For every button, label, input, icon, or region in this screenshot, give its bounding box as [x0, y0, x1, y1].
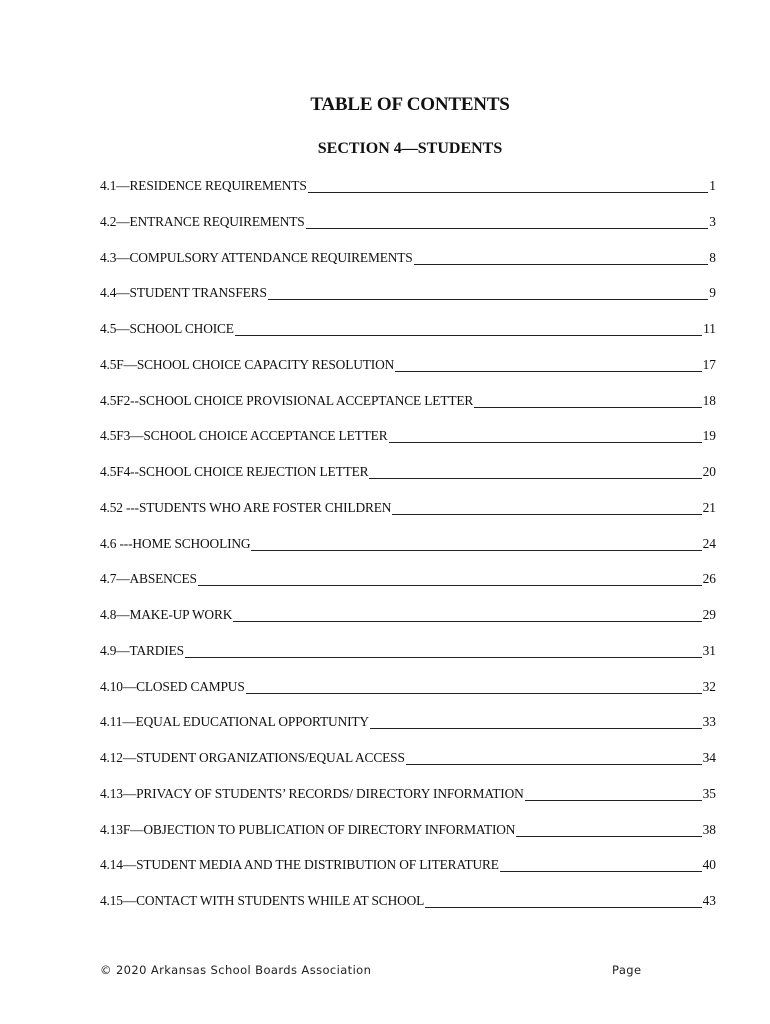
toc-entry[interactable] [100, 426, 716, 462]
toc-leader-line [500, 855, 702, 872]
toc-entry-title: 4.5—SCHOOL CHOICE [100, 321, 234, 336]
toc-entry-page: 18 [702, 392, 716, 408]
toc-entry[interactable] [100, 641, 716, 677]
toc-entry-title: 4.8—MAKE-UP WORK [100, 607, 233, 622]
toc-entry[interactable] [100, 355, 716, 391]
toc-leader-line [246, 677, 702, 694]
document-title: TABLE OF CONTENTS [310, 94, 510, 115]
toc-leader-line [369, 462, 701, 479]
toc-entry-page: 43 [702, 893, 716, 908]
toc-entry[interactable] [100, 462, 716, 498]
toc-entry-title: 4.13—PRIVACY OF STUDENTS’ RECORDS/ DIRECTORY INFORMATION [100, 785, 524, 801]
toc-entry-title: 4.6 ---HOME SCHOOLING [100, 535, 251, 551]
toc-leader-line [306, 212, 709, 229]
toc-entry-page: 29 [702, 607, 716, 622]
toc-entry-page: 17 [702, 356, 716, 372]
toc-entry-page: 32 [702, 678, 716, 694]
toc-leader-line [268, 283, 709, 300]
toc-entry-page: 38 [702, 821, 716, 837]
section-title: SECTION 4—STUDENTS [317, 140, 503, 157]
toc-leader-line [525, 784, 702, 801]
toc-entry-page: 34 [702, 750, 716, 765]
toc-entry-page: 21 [702, 499, 716, 515]
toc-entry[interactable] [100, 891, 716, 927]
toc-entry[interactable] [100, 784, 716, 820]
toc-entry[interactable] [100, 319, 716, 355]
toc-entry[interactable] [100, 677, 716, 713]
toc-entry-page: 19 [702, 428, 716, 444]
toc-leader-line [414, 248, 709, 265]
toc-leader-line [425, 891, 701, 908]
toc-leader-line [389, 426, 702, 443]
footer-page-label: Page [612, 963, 642, 977]
toc-entry[interactable] [100, 176, 716, 212]
toc-leader-line [308, 176, 709, 193]
toc-entry-title: 4.10—CLOSED CAMPUS [100, 678, 245, 694]
toc-leader-line [235, 319, 702, 336]
toc-entry[interactable] [100, 605, 716, 641]
toc-entry-page: 9 [709, 285, 716, 301]
toc-entry-title: 4.4—STUDENT TRANSFERS [100, 285, 267, 301]
toc-entry-page: 31 [702, 642, 716, 658]
toc-entry[interactable] [100, 855, 716, 891]
toc-entry-title: 4.12—STUDENT ORGANIZATIONS/EQUAL ACCESS [100, 750, 405, 765]
toc-leader-line [392, 498, 701, 515]
toc-leader-line [395, 355, 701, 372]
toc-entry-title: 4.5F2--SCHOOL CHOICE PROVISIONAL ACCEPTANCE LETTER [100, 392, 474, 408]
footer-copyright: © 2020 Arkansas School Boards Association [100, 963, 372, 977]
toc-entry-title: 4.7—ABSENCES [100, 571, 197, 587]
toc-entry-title: 4.1—RESIDENCE REQUIREMENTS [100, 178, 307, 193]
toc-entry-page: 40 [702, 857, 716, 873]
toc-entry-page: 33 [702, 714, 716, 730]
toc-leader-line [474, 391, 701, 408]
toc-entry[interactable] [100, 283, 716, 319]
toc-leader-line [251, 534, 701, 551]
toc-entry[interactable] [100, 391, 716, 427]
toc-leader-line [370, 712, 702, 729]
toc-entry-title: 4.15—CONTACT WITH STUDENTS WHILE AT SCHOOL [100, 893, 425, 908]
toc-entry-page: 1 [709, 178, 716, 193]
toc-entry-page: 20 [702, 464, 716, 479]
toc-entry-page: 35 [702, 785, 716, 801]
toc-entry-page: 11 [703, 321, 716, 336]
toc-entry[interactable] [100, 712, 716, 748]
toc-leader-line [516, 820, 701, 837]
toc-leader-line [233, 605, 701, 622]
toc-entry-title: 4.5F3—SCHOOL CHOICE ACCEPTANCE LETTER [100, 428, 388, 444]
toc-entry-title: 4.5F4--SCHOOL CHOICE REJECTION LETTER [100, 464, 369, 479]
toc-leader-line [198, 569, 702, 586]
toc-entry[interactable] [100, 820, 716, 856]
toc-entry[interactable] [100, 498, 716, 534]
toc-entry[interactable] [100, 569, 716, 605]
toc-entry[interactable] [100, 248, 716, 284]
toc-entry-title: 4.11—EQUAL EDUCATIONAL OPPORTUNITY [100, 714, 369, 730]
table-of-contents [100, 176, 716, 927]
toc-entry-title: 4.52 ---STUDENTS WHO ARE FOSTER CHILDREN [100, 499, 392, 515]
toc-entry[interactable] [100, 534, 716, 570]
toc-entry-page: 8 [709, 249, 716, 265]
toc-entry-title: 4.2—ENTRANCE REQUIREMENTS [100, 213, 305, 229]
toc-entry-page: 24 [702, 535, 716, 551]
toc-entry-title: 4.5F—SCHOOL CHOICE CAPACITY RESOLUTION [100, 356, 395, 372]
toc-entry[interactable] [100, 748, 716, 784]
toc-entry-title: 4.14—STUDENT MEDIA AND THE DISTRIBUTION OF LITERATURE [100, 857, 499, 873]
toc-leader-line [406, 748, 702, 765]
toc-leader-line [185, 641, 702, 658]
toc-entry-title: 4.3—COMPULSORY ATTENDANCE REQUIREMENTS [100, 249, 413, 265]
toc-entry-page: 3 [709, 213, 716, 229]
toc-entry-page: 26 [702, 571, 716, 587]
toc-entry-title: 4.9—TARDIES [100, 642, 184, 658]
toc-entry[interactable] [100, 212, 716, 248]
toc-entry-title: 4.13F—OBJECTION TO PUBLICATION OF DIRECTORY INFORMATION [100, 821, 516, 837]
